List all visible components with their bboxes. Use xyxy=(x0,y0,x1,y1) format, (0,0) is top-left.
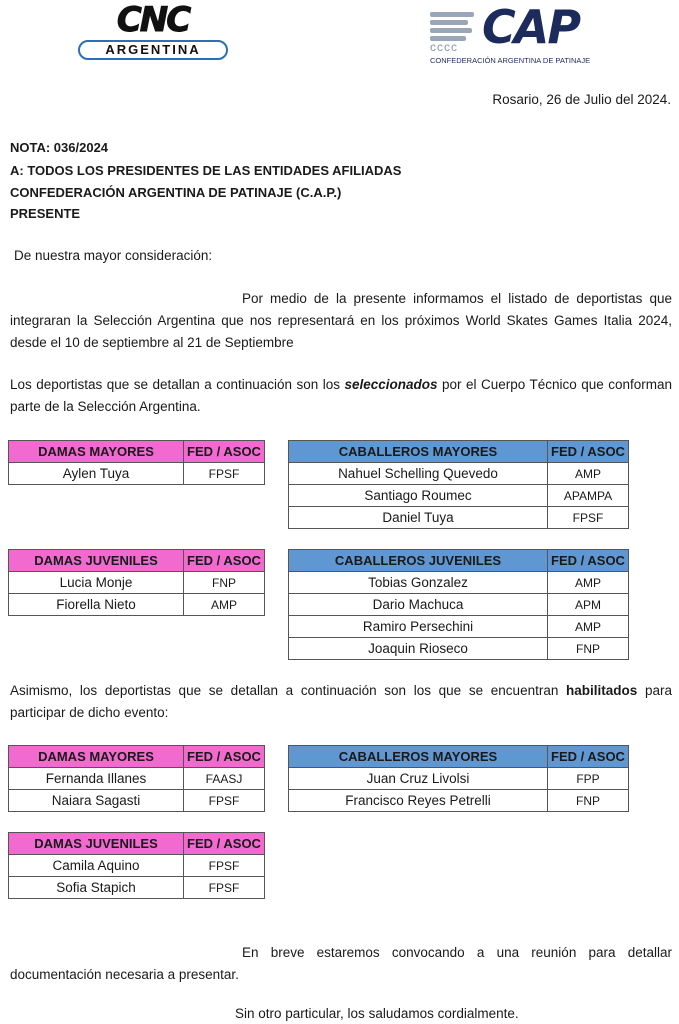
table-row xyxy=(9,768,265,790)
athlete-name: Fiorella Nieto xyxy=(9,594,184,616)
selected-intro-after: por el Cuerpo Técnico que conforman parte de la Selección Argentina. xyxy=(10,377,673,414)
farewell: Sin otro particular, los saludamos cordialmente. xyxy=(235,1006,519,1021)
table-row xyxy=(289,616,629,638)
intro-paragraph xyxy=(10,288,672,354)
column-header: CABALLEROS MAYORES xyxy=(289,441,548,463)
cap-logo xyxy=(428,2,608,68)
athlete-name: Aylen Tuya xyxy=(9,463,184,485)
column-header: DAMAS MAYORES xyxy=(9,441,184,463)
column-header: FED / ASOC xyxy=(184,550,265,572)
cap-logo-text: CAP xyxy=(482,0,580,54)
table-row xyxy=(289,507,629,529)
closing-paragraph xyxy=(10,942,672,986)
table-row xyxy=(289,463,629,485)
table-row xyxy=(289,638,629,660)
athlete-name: Ramiro Persechini xyxy=(289,616,548,638)
enabled-intro-paragraph xyxy=(10,680,672,724)
column-header: FED / ASOC xyxy=(548,550,629,572)
table-sel-caballeros-mayores xyxy=(288,440,629,529)
table-sel-caballeros-juveniles xyxy=(288,549,629,660)
athlete-name: Naiara Sagasti xyxy=(9,790,184,812)
selected-emphasis: seleccionados xyxy=(344,377,438,392)
federation: FAASJ xyxy=(184,768,265,790)
column-header: FED / ASOC xyxy=(184,441,265,463)
column-header: FED / ASOC xyxy=(184,833,265,855)
table-hab-caballeros-mayores xyxy=(288,745,629,812)
column-header: CABALLEROS JUVENILES xyxy=(289,550,548,572)
table-hab-damas-juveniles xyxy=(8,832,265,899)
table-row xyxy=(289,790,629,812)
athlete-name: Joaquin Rioseco xyxy=(289,638,548,660)
athlete-name: Lucia Monje xyxy=(9,572,184,594)
selected-intro-paragraph xyxy=(10,374,672,418)
cnc-logo-subtitle: ARGENTINA xyxy=(78,40,228,60)
athlete-name: Juan Cruz Livolsi xyxy=(289,768,548,790)
column-header: DAMAS JUVENILES xyxy=(9,833,184,855)
federation: APAMPA xyxy=(548,485,629,507)
column-header: DAMAS MAYORES xyxy=(9,746,184,768)
federation: FNP xyxy=(184,572,265,594)
cap-logo-marks: cccc xyxy=(430,40,458,54)
federation: AMP xyxy=(548,572,629,594)
enabled-intro-after: para participar de dicho evento: xyxy=(10,683,672,720)
athlete-name: Dario Machuca xyxy=(289,594,548,616)
document-date: Rosario, 26 de Julio del 2024. xyxy=(492,92,671,107)
enabled-emphasis: habilitados xyxy=(566,683,638,698)
intro-text: Por medio de la presente informamos el listado de deportistas que integraran la Selección Argentina que nos representará en los próximos World Skates Games Italia 2024, desde el 10 de septiembre al 21 de Septiembre xyxy=(10,291,672,350)
greeting: De nuestra mayor consideración: xyxy=(14,248,213,263)
table-row xyxy=(9,790,265,812)
athlete-name: Francisco Reyes Petrelli xyxy=(289,790,548,812)
athlete-name: Sofia Stapich xyxy=(9,877,184,899)
federation: FPSF xyxy=(184,855,265,877)
table-sel-damas-mayores xyxy=(8,440,265,485)
federation: FPP xyxy=(548,768,629,790)
table-sel-damas-juveniles xyxy=(8,549,265,616)
federation: FPSF xyxy=(184,790,265,812)
table-row xyxy=(9,572,265,594)
federation: FPSF xyxy=(184,463,265,485)
federation: FPSF xyxy=(184,877,265,899)
column-header: FED / ASOC xyxy=(184,746,265,768)
table-row xyxy=(289,594,629,616)
cap-logo-subtitle: CONFEDERACIÓN ARGENTINA DE PATINAJE xyxy=(430,56,591,65)
column-header: CABALLEROS MAYORES xyxy=(289,746,548,768)
column-header: FED / ASOC xyxy=(548,441,629,463)
table-row xyxy=(289,485,629,507)
closing-text: En breve estaremos convocando a una reunión para detallar documentación necesaria a presentar. xyxy=(10,945,672,982)
enabled-intro-before: Asimismo, los deportistas que se detallan a continuación son los que se encuentran xyxy=(10,683,567,698)
table-row xyxy=(289,768,629,790)
athlete-name: Nahuel Schelling Quevedo xyxy=(289,463,548,485)
federation: AMP xyxy=(548,616,629,638)
athlete-name: Santiago Roumec xyxy=(289,485,548,507)
table-row xyxy=(9,855,265,877)
federation: APM xyxy=(548,594,629,616)
cap-logo-bars xyxy=(430,12,480,42)
federation: FNP xyxy=(548,790,629,812)
selected-intro-before: Los deportistas que se detallan a continuación son los xyxy=(10,377,345,392)
athlete-name: Camila Aquino xyxy=(9,855,184,877)
recipient-line: A: TODOS LOS PRESIDENTES DE LAS ENTIDADES AFILIADAS xyxy=(10,163,402,178)
athlete-name: Tobias Gonzalez xyxy=(289,572,548,594)
cnc-logo-text: CNC xyxy=(116,0,190,40)
federation: FNP xyxy=(548,638,629,660)
federation: FPSF xyxy=(548,507,629,529)
organization-line: CONFEDERACIÓN ARGENTINA DE PATINAJE (C.A.P.) xyxy=(10,185,342,200)
athlete-name: Daniel Tuya xyxy=(289,507,548,529)
table-row xyxy=(9,877,265,899)
table-hab-damas-mayores xyxy=(8,745,265,812)
cnc-argentina-logo xyxy=(78,0,228,66)
table-row xyxy=(9,594,265,616)
federation: AMP xyxy=(548,463,629,485)
note-number: NOTA: 036/2024 xyxy=(10,140,109,155)
column-header: DAMAS JUVENILES xyxy=(9,550,184,572)
federation: AMP xyxy=(184,594,265,616)
table-row xyxy=(289,572,629,594)
column-header: FED / ASOC xyxy=(548,746,629,768)
table-row xyxy=(9,463,265,485)
presente-line: PRESENTE xyxy=(10,206,81,221)
athlete-name: Fernanda Illanes xyxy=(9,768,184,790)
